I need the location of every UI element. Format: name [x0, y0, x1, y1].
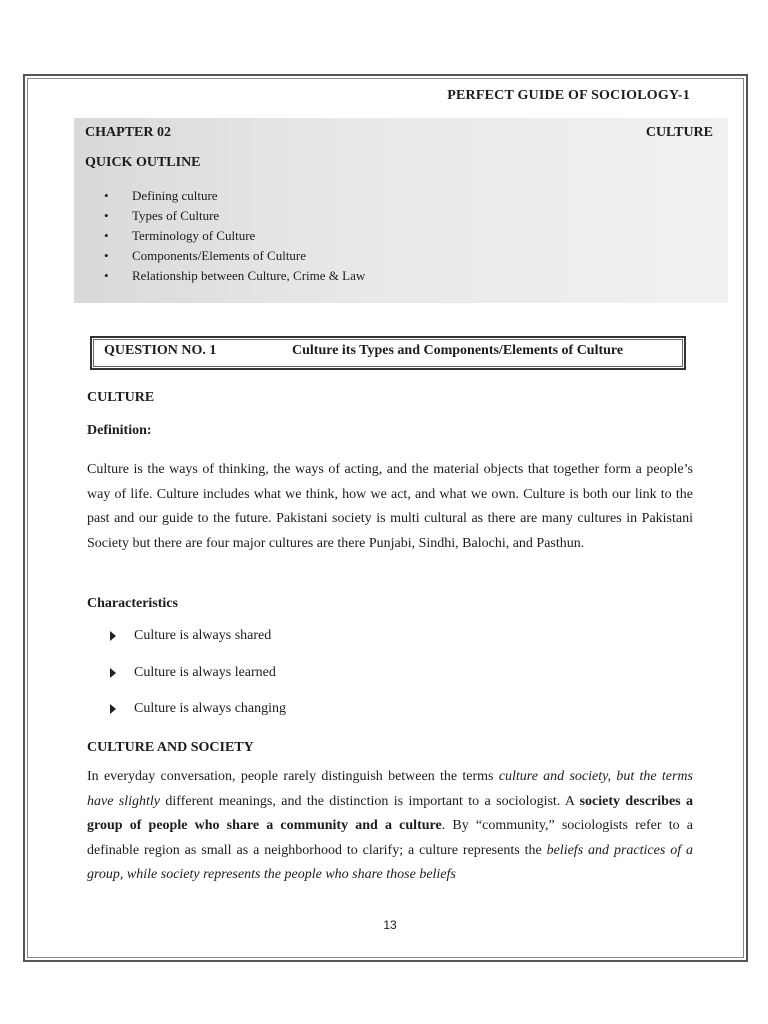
running-title: PERFECT GUIDE OF SOCIOLOGY-1 — [447, 88, 690, 103]
arrow-bullet-icon — [110, 704, 116, 714]
outline-item: • Relationship between Culture, Crime & Law — [104, 266, 365, 286]
characteristic-item — [110, 701, 286, 738]
outline-item: • Terminology of Culture — [104, 226, 365, 246]
outline-item: • Components/Elements of Culture — [104, 246, 365, 266]
question-title: Culture its Types and Components/Elements of Culture — [292, 343, 624, 358]
characteristic-item — [110, 628, 286, 665]
society-text: In everyday conversation, people rarely distinguish between the terms — [87, 769, 499, 784]
definition-paragraph: Culture is the ways of thinking, the ways of acting, and the material objects that together form a people’s way of life. Culture includes what we think, how we act, and what we own. Culture is both our link to the past and our guide to the future. Pakistani society is multi cultural as there are many cultures in Pakistani Society but there are four major cultures are there Punjabi, Sindhi, Balochi, and Pasthun. — [87, 462, 693, 551]
outline-list — [104, 186, 365, 286]
characteristic-text: Culture is always learned — [134, 664, 276, 680]
chapter-title: CULTURE — [645, 125, 713, 140]
section-heading-culture-and-society: CULTURE AND SOCIETY — [87, 740, 254, 755]
question-number: QUESTION NO. 1 — [104, 343, 217, 358]
definition-heading: Definition: — [87, 423, 152, 438]
outline-item: • Types of Culture — [104, 206, 365, 226]
society-text: different meanings, and the distinction is important to a sociologist. A — [160, 793, 580, 809]
section-heading-culture: CULTURE — [87, 390, 155, 405]
page-number: 13 — [383, 918, 397, 932]
characteristic-text: Culture is always shared — [134, 628, 272, 643]
characteristics-heading: Characteristics — [87, 596, 178, 611]
characteristic-item — [110, 665, 286, 702]
society-text: . By “community,” sociologists refer to a definable region as small as a neighborhood to clarify; a culture represents the — [87, 818, 694, 858]
society-italic-text: culture and society, but the terms have slightly — [87, 769, 693, 809]
society-italic-text: beliefs and practices of a group, while society represents the people who share those beliefs — [87, 842, 693, 882]
society-paragraph — [87, 765, 693, 888]
outline-item: • Defining culture — [104, 186, 365, 206]
outline-heading: QUICK OUTLINE — [85, 155, 201, 170]
arrow-bullet-icon — [110, 668, 116, 678]
society-bold-text: society describes a group of people who share a community and a culture — [87, 793, 693, 833]
chapter-label: CHAPTER 02 — [85, 125, 171, 140]
characteristic-text: Culture is always changing — [134, 701, 287, 716]
arrow-bullet-icon — [110, 631, 116, 641]
characteristics-list — [110, 628, 286, 738]
